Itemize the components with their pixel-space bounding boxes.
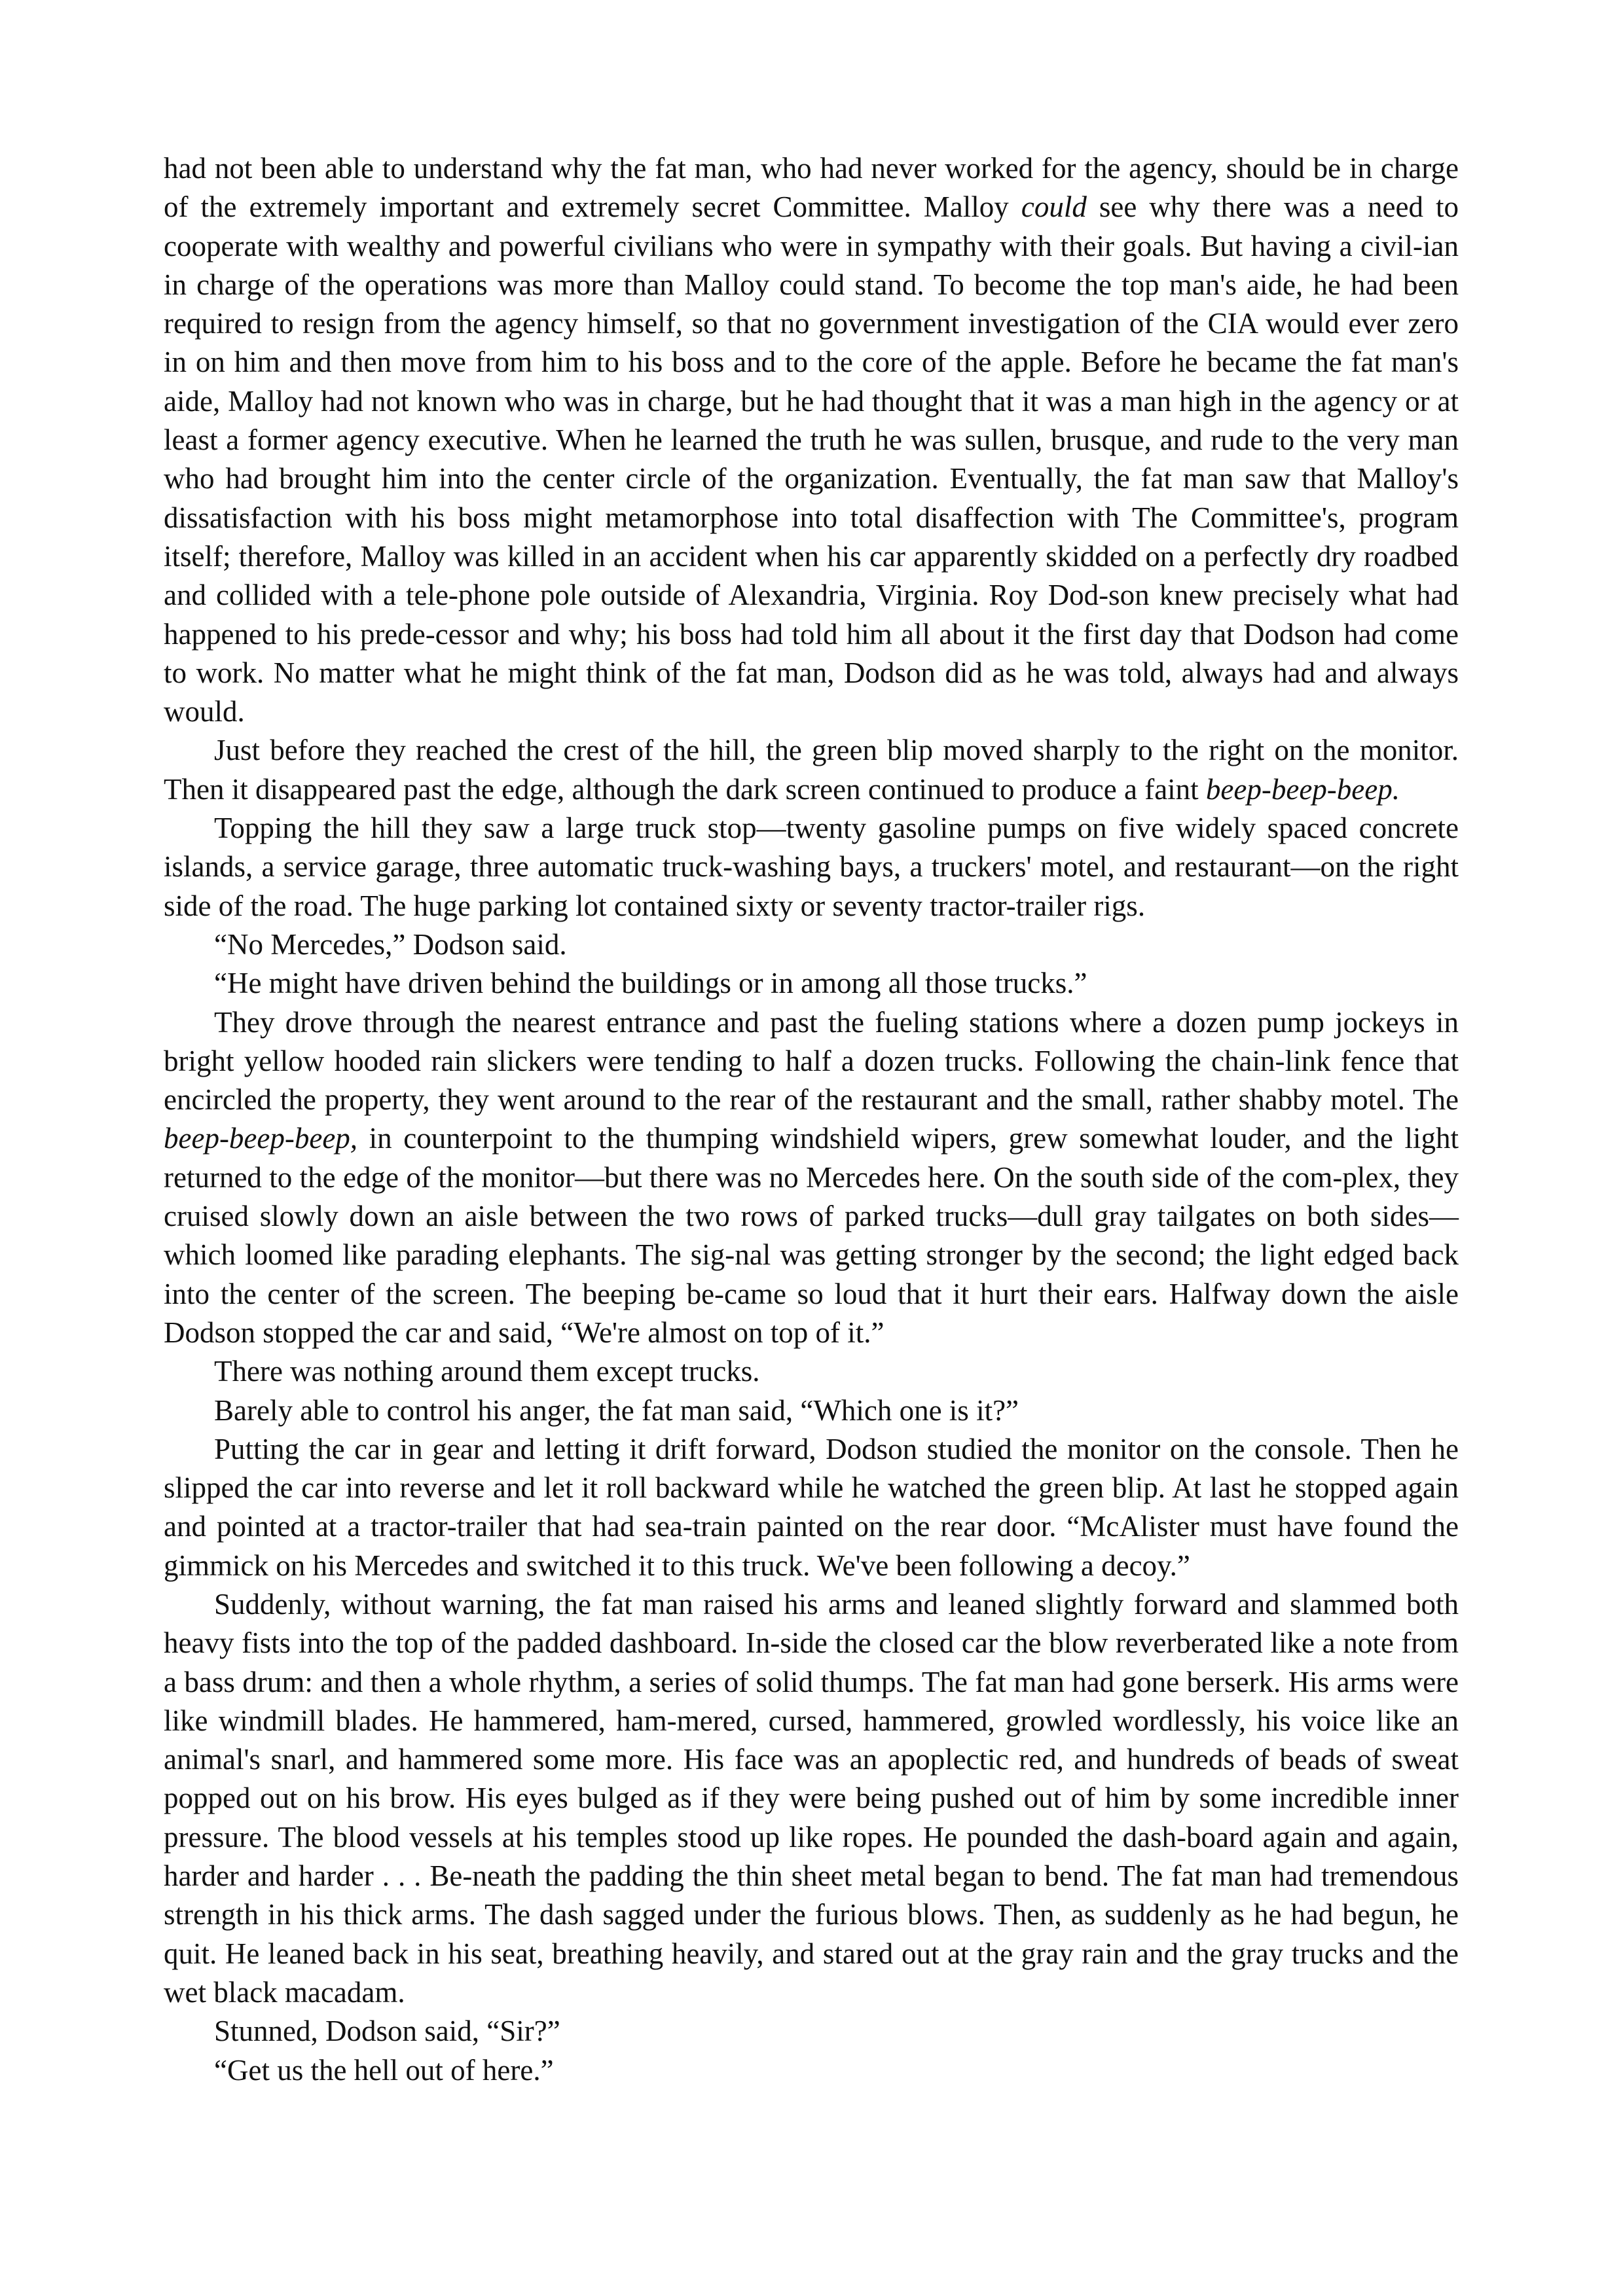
italic-text: beep-beep-beep, (164, 1122, 358, 1155)
text-run: Putting the car in gear and letting it drift forward, Dodson studied the monitor on the console. Then he slipped the car into reverse and let it roll backward while he watched the green blip. At last he stopped again and pointed at a tractor-trailer that had sea-train painted on the rear door. “McAlister must have found the gimmick on his Mercedes and switched it to this truck. We've been following a decoy.” (164, 1432, 1459, 1582)
text-run: had not been able to understand why the fat man, who had never worked for the agency, should be in charge of the extremely important and extremely secret Committee. Malloy (164, 152, 1459, 224)
text-run: Stunned, Dodson said, “Sir?” (214, 2015, 560, 2048)
text-run: They drove through the nearest entrance and past the fueling stations where a dozen pump jockeys in bright yellow hooded rain slickers were tending to half a dozen trucks. Following the chain-link fence that encircled the property, they went around to the rear of the restaurant and the small, rather shabby motel. The (164, 1005, 1459, 1117)
paragraph (164, 2051, 1459, 2090)
book-page-text (164, 149, 1459, 2090)
text-run: Topping the hill they saw a large truck stop—twenty gasoline pumps on five widely spaced concrete islands, a service garage, three automatic truck-washing bays, a truckers' motel, and restaurant—on the right side of the road. The huge parking lot contained sixty or seventy tractor-trailer rigs. (164, 812, 1459, 922)
text-run: Barely able to control his anger, the fat man said, “Which one is it?” (214, 1393, 1019, 1427)
text-run: in counterpoint to the thumping windshield wipers, grew somewhat louder, and the light returned to the edge of the monitor—but there was no Mercedes here. On the south side of the com-plex, they cruised slowly down an aisle between the two rows of parked trucks—dull gray tailgates on both sides—which loomed like parading elephants. The sig-nal was getting stronger by the second; the light edged back into the center of the screen. The beeping be-came so loud that it hurt their ears. Halfway down the aisle Dodson stopped the car and said, “We're almost on top of it.” (164, 1122, 1459, 1349)
paragraph (164, 149, 1459, 731)
paragraph (164, 809, 1459, 925)
paragraph (164, 731, 1459, 809)
italic-text: beep-beep-beep. (1205, 772, 1400, 806)
paragraph (164, 1352, 1459, 1391)
paragraph (164, 925, 1459, 964)
text-run: There was nothing around them except trucks. (214, 1355, 760, 1388)
text-run: Suddenly, without warning, the fat man raised his arms and leaned slightly forward and slammed both heavy fists into the top of the padded dashboard. In-side the closed car the blow reverberated like a note from a bass drum: and then a whole rhythm, a series of solid thumps. The fat man had gone berserk. His arms were like windmill blades. He hammered, ham-mered, cursed, hammered, growled wordlessly, his voice like an animal's snarl, and hammered some more. His face was an apoplectic red, and hundreds of beads of sweat popped out on his brow. His eyes bulged as if they were being pushed out of him by some incredible inner pressure. The blood vessels at his temples stood up like ropes. He pounded the dash-board again and again, harder and harder . . . Be-neath the padding the thin sheet metal began to bend. The fat man had tremendous strength in his thick arms. The dash sagged under the furious blows. Then, as suddenly as he had begun, he quit. He leaned back in his seat, breathing heavily, and stared out at the gray rain and the gray trucks and the wet black macadam. (164, 1587, 1459, 2009)
paragraph (164, 1585, 1459, 2012)
paragraph (164, 2012, 1459, 2051)
text-run: see why there was a need to cooperate with wealthy and powerful civilians who were in sympathy with their goals. But having a civil-ian in charge of the operations was more than Malloy could stand. To become the top man's aide, he had been required to resign from the agency himself, so that no government investigation of the CIA would ever zero in on him and then move from him to his boss and to the core of the apple. Before he became the fat man's aide, Malloy had not known who was in charge, but he had thought that it was a man high in the agency or at least a former agency executive. When he learned the truth he was sullen, brusque, and rude to the very man who had brought him into the center circle of the organization. Eventually, the fat man saw that Malloy's dissatisfaction with his boss might metamorphose into total disaffection with The Committee's, program itself; therefore, Malloy was killed in an accident when his car apparently skidded on a perfectly dry roadbed and collided with a tele-phone pole outside of Alexandria, Virginia. Roy Dod-son knew precisely what had happened to his prede-cessor and why; his boss had told him all about it the first day that Dodson had come to work. No matter what he might think of the fat man, Dodson did as he was told, always had and always would. (164, 190, 1459, 728)
text-run: “Get us the hell out of here.” (214, 2053, 554, 2087)
paragraph (164, 1391, 1459, 1430)
paragraph (164, 1430, 1459, 1585)
text-run: “He might have driven behind the buildings or in among all those trucks.” (214, 967, 1087, 1000)
text-run: Just before they reached the crest of the hill, the green blip moved sharply to the right on the monitor. Then it disappeared past the edge, although the dark screen continued to produce a faint (164, 734, 1459, 806)
text-run: “No Mercedes,” Dodson said. (214, 927, 567, 961)
paragraph (164, 964, 1459, 1003)
paragraph (164, 1003, 1459, 1353)
italic-text: could (1021, 190, 1087, 224)
